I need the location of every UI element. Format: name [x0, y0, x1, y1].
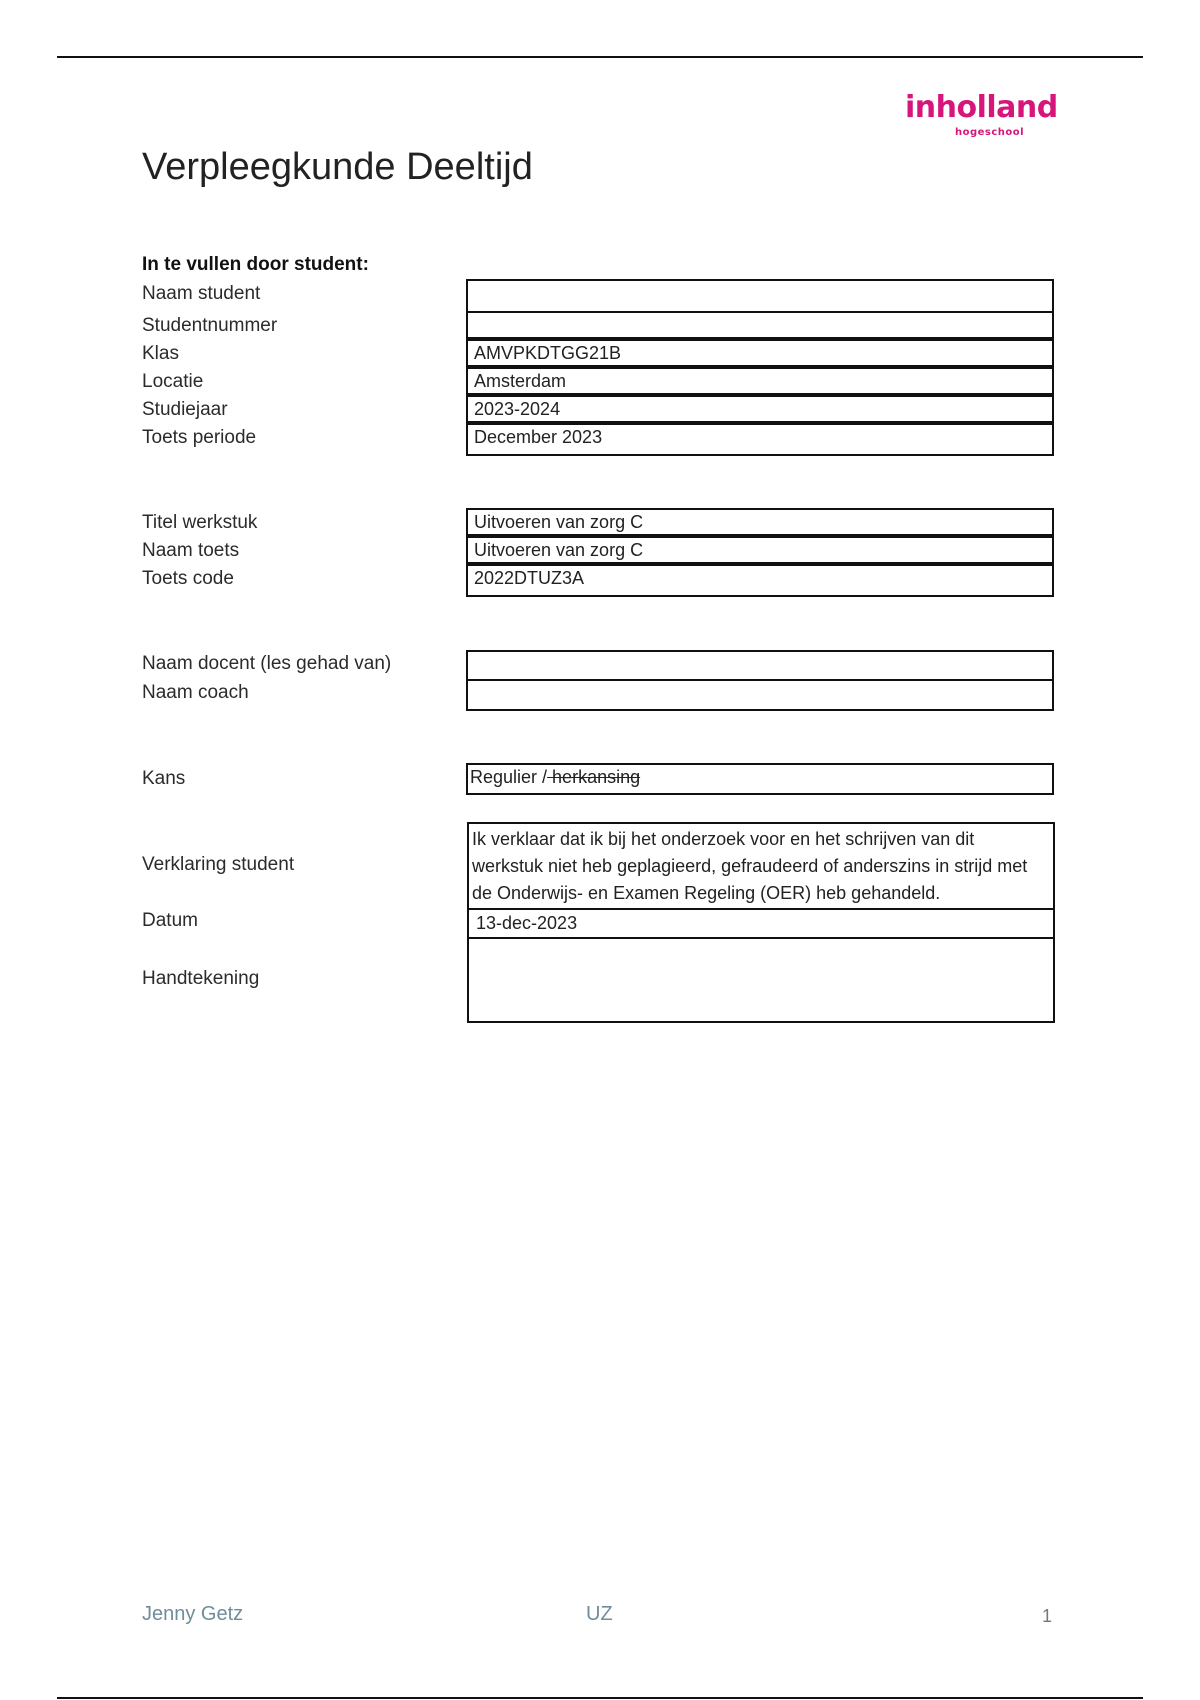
footer-code: UZ — [586, 1603, 613, 1625]
field-naam-toets[interactable]: Uitvoeren van zorg C — [466, 536, 1054, 564]
label-titel-werkstuk: Titel werkstuk — [142, 512, 258, 533]
logo-subtitle: hogeschool — [955, 127, 1025, 138]
label-naam-toets: Naam toets — [142, 540, 240, 561]
label-locatie: Locatie — [142, 371, 204, 392]
kans-herkansing-struck: herkansing — [547, 767, 641, 787]
label-naam-docent: Naam docent (les gehad van) — [142, 653, 392, 674]
field-toets-periode[interactable]: December 2023 — [466, 423, 1054, 456]
field-klas[interactable]: AMVPKDTGG21B — [466, 339, 1054, 367]
page-number: 1 — [1042, 1606, 1053, 1626]
field-naam-docent[interactable] — [466, 650, 1054, 681]
logo-wordmark: inholland — [905, 90, 1058, 125]
label-studiejaar: Studiejaar — [142, 399, 228, 420]
field-datum[interactable]: 13-dec-2023 — [467, 908, 1055, 939]
field-kans[interactable] — [466, 763, 1054, 795]
field-handtekening[interactable] — [467, 937, 1055, 1023]
field-naam-student[interactable] — [466, 279, 1054, 313]
inholland-logo — [905, 92, 1060, 142]
label-studentnummer: Studentnummer — [142, 315, 278, 336]
label-handtekening: Handtekening — [142, 968, 260, 989]
field-studiejaar[interactable]: 2023-2024 — [466, 395, 1054, 423]
field-naam-coach[interactable] — [466, 679, 1054, 711]
kans-regulier: Regulier / — [470, 767, 548, 787]
label-toets-code: Toets code — [142, 568, 234, 589]
label-klas: Klas — [142, 343, 179, 364]
bottom-rule — [57, 1697, 1143, 1699]
label-datum: Datum — [142, 910, 198, 931]
field-toets-code[interactable]: 2022DTUZ3A — [466, 564, 1054, 597]
document-title: Verpleegkunde Deeltijd — [142, 146, 533, 188]
section-heading: In te vullen door student: — [142, 254, 369, 275]
label-verklaring-student: Verklaring student — [142, 854, 295, 875]
top-rule — [57, 56, 1143, 58]
label-toets-periode: Toets periode — [142, 427, 257, 448]
field-locatie[interactable]: Amsterdam — [466, 367, 1054, 395]
label-naam-student: Naam student — [142, 283, 261, 304]
field-studentnummer[interactable] — [466, 311, 1054, 339]
label-naam-coach: Naam coach — [142, 682, 249, 703]
field-titel-werkstuk[interactable]: Uitvoeren van zorg C — [466, 508, 1054, 536]
label-kans: Kans — [142, 768, 186, 789]
field-verklaring-student: Ik verklaar dat ik bij het onderzoek voor en het schrijven van dit werkstuk niet heb geplagieerd, gefraudeerd of anderszins in strijd met de Onderwijs- en Examen Regeling (OER) heb gehandeld. — [467, 822, 1055, 910]
footer-author: Jenny Getz — [142, 1603, 244, 1625]
